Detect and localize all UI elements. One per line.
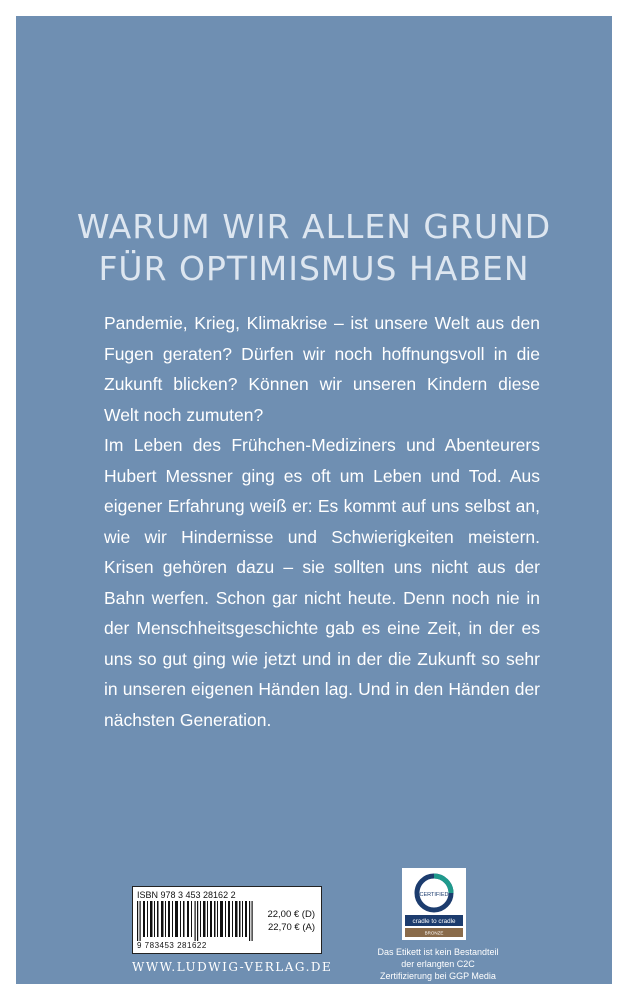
badge-level-text: BRONZE bbox=[424, 930, 444, 936]
headline-line-2: FÜR OPTIMISMUS HABEN bbox=[98, 249, 530, 288]
cradle-to-cradle-badge-icon bbox=[402, 868, 466, 940]
book-back-cover bbox=[16, 16, 612, 984]
badge-top-text: CERTIFIED bbox=[419, 892, 449, 898]
price-germany: 22,00 € (D) bbox=[267, 909, 315, 920]
isbn-text: ISBN 978 3 453 28162 2 bbox=[137, 890, 236, 900]
blurb-paragraph-1: Pandemie, Krieg, Klimakrise – ist unsere Welt aus den Fugen geraten? Dürfen wir noch hoffnungsvoll in die Zukunft blicken? Können wir unseren Kindern diese Welt noch zumuten? bbox=[104, 313, 540, 425]
badge-main-text: cradle to cradle bbox=[412, 918, 456, 925]
barcode-icon bbox=[137, 901, 257, 941]
barcode-number: 9 783453 281622 bbox=[137, 941, 207, 950]
headline-line-1: WARUM WIR ALLEN GRUND bbox=[76, 207, 552, 246]
barcode-label bbox=[132, 886, 322, 954]
blurb-text bbox=[104, 308, 540, 735]
certification-note: Das Etikett ist kein Bestandteil der erlangten C2C Zertifizierung bei GGP Media bbox=[377, 947, 499, 981]
publisher-url: WWW.LUDWIG-VERLAG.DE bbox=[132, 960, 333, 974]
blurb-paragraph-2: Im Leben des Frühchen-Mediziners und Abenteurers Hubert Messner ging es oft um Leben und Tod. Aus eigener Erfahrung weiß er: Es kommt auf uns selbst an, wie wir Hindernisse und Schwierigkeiten meistern. Krisen gehören dazu – sie sollten uns nicht aus der Bahn werfen. Schon gar nicht heute. Denn noch nie in der Menschheitsgeschichte gab es eine Zeit, in der es uns so gut ging wie jetzt und in der die Zukunft so sehr in unseren eigenen Händen lag. Und in den Händen der nächsten Generation. bbox=[104, 435, 540, 730]
price-austria: 22,70 € (A) bbox=[268, 922, 315, 933]
headline bbox=[16, 206, 612, 290]
